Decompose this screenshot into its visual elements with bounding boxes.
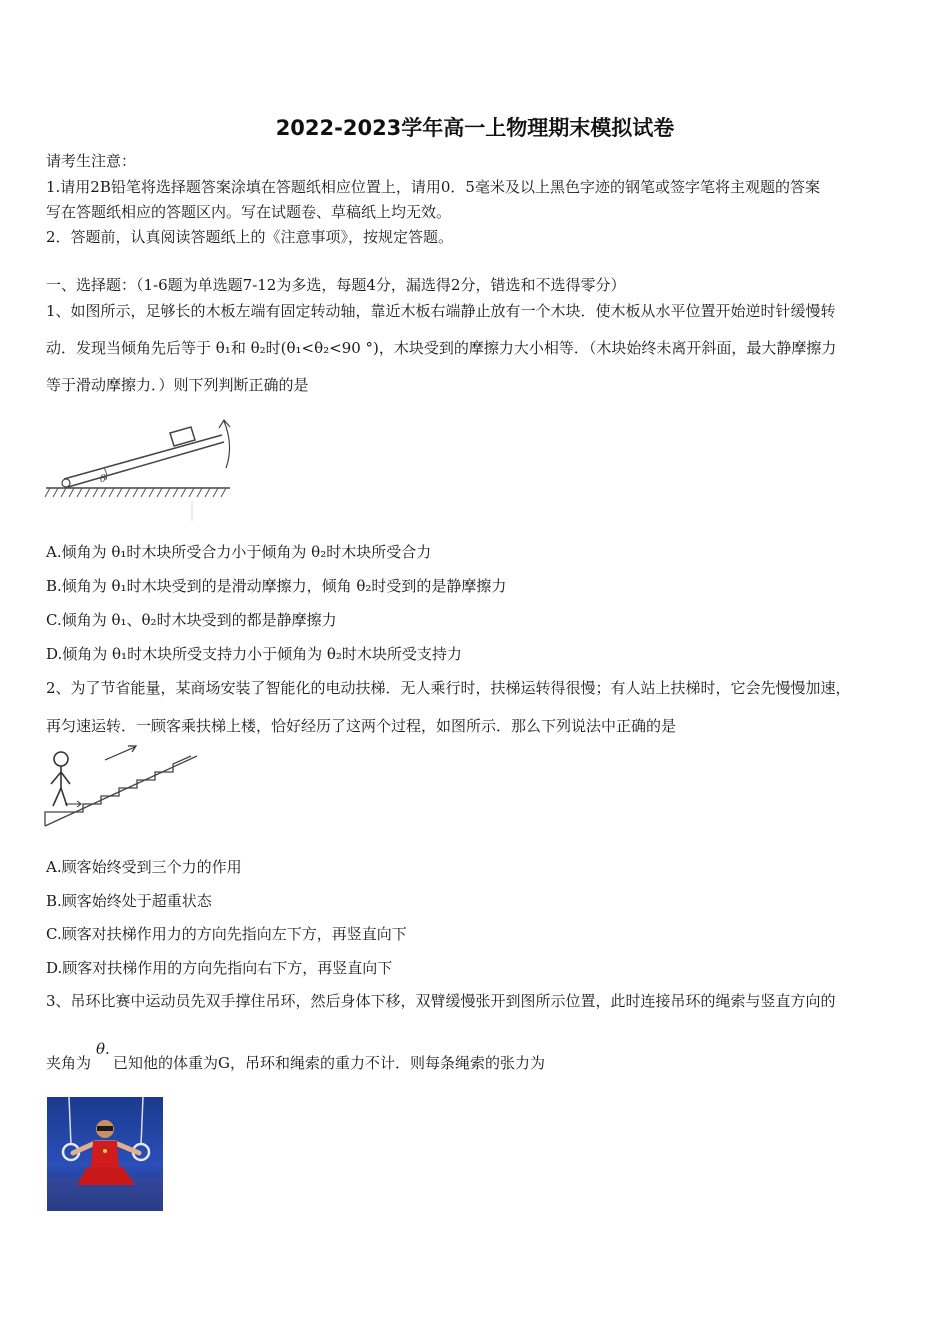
wooden-board-top (64, 435, 222, 479)
pivot-axis (62, 479, 70, 487)
q2-option-a: A.顾客始终受到三个力的作用 (46, 858, 242, 876)
person-right-leg (61, 788, 67, 806)
q1-option-d: D.倾角为 θ₁时木块所受支持力小于倾角为 θ₂时木块所受支持力 (46, 645, 462, 663)
person-left-arm (51, 772, 61, 784)
motion-arrow-shaft (105, 747, 135, 760)
q1-option-c: C.倾角为 θ₁、θ₂时木块受到的都是静摩擦力 (46, 611, 337, 629)
q2-stem-line-2: 再匀速运转．一顾客乘扶梯上楼，恰好经历了这两个过程，如图所示．那么下列说法中正确的是 (46, 717, 677, 735)
theta-label: θ (100, 474, 107, 485)
notice-line-2: 写在答题纸相应的答题区内。写在试题卷、草稿纸上均无效。 (46, 203, 452, 221)
q3-stem-line-1: 3、吊环比赛中运动员先双手撑住吊环，然后身体下移，双臂缓慢张开到图所示位置，此时连接吊环的绳索与竖直方向的 (46, 992, 836, 1010)
q1-stem-line-1: 1、如图所示，足够长的木板左端有固定转动轴，靠近木板右端静止放有一个木块．使木板从水平位置开始逆时针缓慢转 (46, 302, 836, 320)
escalator-figure (43, 742, 203, 834)
gymnast-rings-photo (47, 1097, 163, 1211)
q1-stem-line-3: 等于滑动摩擦力．）则下列判断正确的是 (46, 376, 309, 394)
person-left-leg (53, 788, 61, 806)
section-header: 一、选择题：（1-6题为单选题7-12为多选，每题4分，漏选得2分，错选和不选得零分） (46, 276, 626, 294)
person-head (54, 752, 68, 766)
q2-option-b: B.顾客始终处于超重状态 (46, 892, 212, 910)
rotation-arrow-curve (224, 421, 230, 468)
q2-option-d: D.顾客对扶梯作用的方向先指向右下方，再竖直向下 (46, 959, 393, 977)
q1-option-a: A.倾角为 θ₁时木块所受合力小于倾角为 θ₂时木块所受合力 (46, 543, 432, 561)
q1-option-b: B.倾角为 θ₁时木块受到的是滑动摩擦力，倾角 θ₂时受到的是静摩擦力 (46, 577, 507, 595)
q2-stem-line-1: 2、为了节省能量，某商场安装了智能化的电动扶梯．无人乘行时，扶梯运转得很慢；有人站上扶梯时，它会先慢慢加速， (46, 679, 851, 697)
ground-hatching (45, 488, 226, 497)
rotation-arrow-head (219, 420, 230, 428)
jersey-star (103, 1149, 107, 1153)
notice-line-1: 1.请用2B铅笔将选择题答案涂填在答题纸相应位置上，请用0．5毫米及以上黑色字迹的钢笔或签字笔将主观题的答案 (46, 178, 820, 196)
gymnast-hair (97, 1126, 113, 1131)
escalator-base (45, 756, 197, 826)
incline-board-figure (44, 416, 239, 526)
notice-heading: 请考生注意： (46, 152, 137, 170)
q3-prefix: 夹角为 (46, 1054, 92, 1072)
q2-option-c: C.顾客对扶梯作用力的方向先指向左下方，再竖直向下 (46, 925, 407, 943)
person-right-arm (61, 772, 70, 784)
notice-line-3: 2．答题前，认真阅读答题纸上的《注意事项》，按规定答题。 (46, 228, 454, 246)
wooden-board-bottom (68, 442, 224, 487)
gymnast-torso (91, 1141, 119, 1169)
page-title: 2022-2023学年高一上物理期末模拟试卷 (275, 116, 675, 140)
theta-symbol: θ. (96, 1040, 110, 1058)
q3-stem-line-2 (46, 1053, 545, 1073)
q1-stem-line-2: 动．发现当倾角先后等于 θ₁和 θ₂时(θ₁<θ₂<90 °)，木块受到的摩擦力大小相等．（木块始终未离开斜面，最大静摩擦力 (46, 339, 837, 357)
q3-rest: 已知他的体重为G，吊环和绳索的重力不计．则每条绳索的张力为 (113, 1054, 546, 1072)
